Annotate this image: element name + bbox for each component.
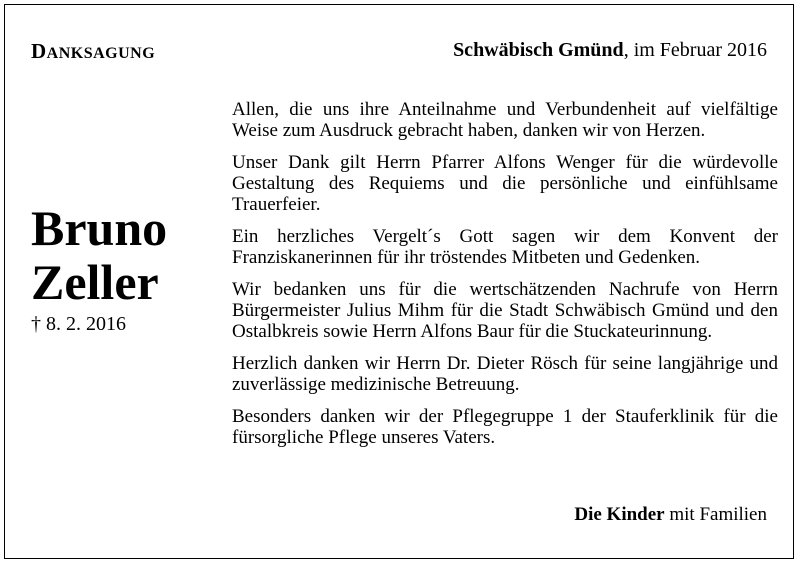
last-name: Zeller [31, 254, 159, 310]
paragraph: Allen, die uns ihre Anteilnahme und Verbundenheit auf vielfältige Weise zum Ausdruck gebracht haben, danken wir von Herzen. [232, 99, 778, 141]
place-date [453, 39, 767, 62]
obituary-card [4, 4, 794, 559]
paragraph: Unser Dank gilt Herrn Pfarrer Alfons Wenger für die würdevolle Gestaltung des Requiems und die persönliche und einfühlsame Trauerfeier. [232, 152, 778, 215]
signature-rest: mit Familien [664, 504, 767, 525]
heading-rest: ANKSAGUNG [46, 45, 156, 62]
paragraph: Wir bedanken uns für die wertschätzenden Nachrufe von Herrn Bürgermeister Julius Mihm für die Stadt Schwäbisch Gmünd und den Ostalbkreis sowie Herrn Alfons Baur für die Stuckateurinnung. [232, 279, 778, 342]
first-name: Bruno [31, 200, 168, 256]
place-name: Schwäbisch Gmünd [453, 39, 624, 61]
heading-danksagung [31, 39, 155, 64]
paragraph: Ein herzliches Vergelt´s Gott sagen wir dem Konvent der Franziskanerinnen für ihr tröstendes Mitbeten und Gedenken. [232, 226, 778, 268]
signature [574, 504, 767, 526]
paragraph: Herzlich danken wir Herrn Dr. Dieter Rösch für seine langjährige und zuverlässige medizinische Betreuung. [232, 353, 778, 395]
heading-initial: D [31, 39, 47, 63]
signature-bold: Die Kinder [574, 504, 665, 525]
thanks-text [232, 99, 778, 459]
date-text: , im Februar 2016 [623, 39, 767, 61]
death-date: † 8. 2. 2016 [31, 313, 126, 335]
deceased-name [31, 201, 167, 309]
paragraph: Besonders danken wir der Pflegegruppe 1 der Stauferklinik für die fürsorgliche Pflege unseres Vaters. [232, 406, 778, 448]
